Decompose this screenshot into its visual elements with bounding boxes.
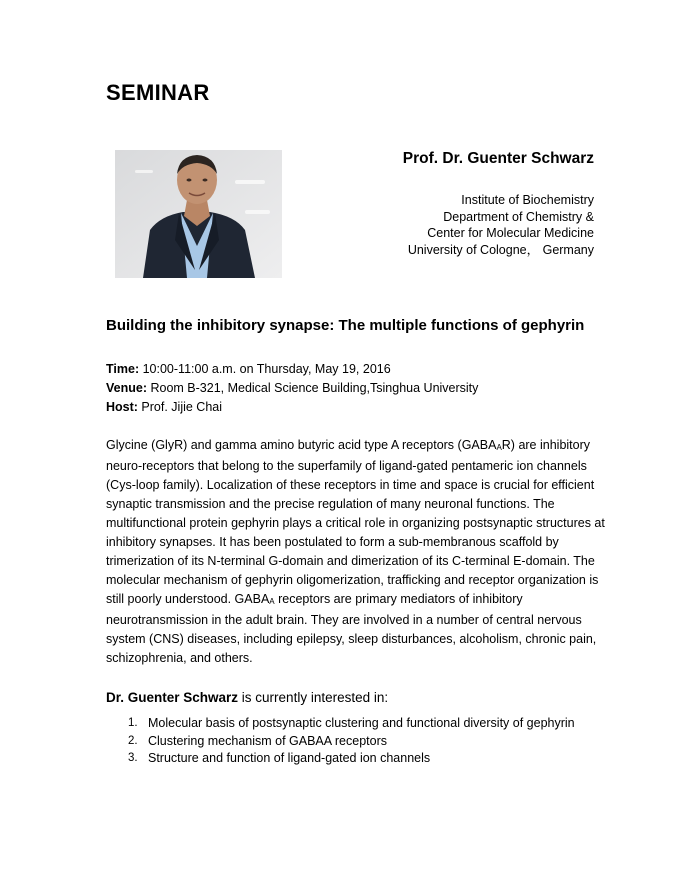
host-row [106, 398, 478, 417]
host-value: Prof. Jijie Chai [137, 400, 223, 414]
interests-intro [106, 690, 388, 705]
list-number: 3. [128, 752, 138, 764]
abstract-text: receptors are primary mediators of inhibitory neurotransmission in the adult brain. They are involved in a number of central nervous system (CNS) diseases, including epilepsy, sleep disturbances, alcoholism, chronic pain, schizophrenia, and others. [106, 592, 597, 665]
subscript: A [269, 597, 275, 606]
interests-list [128, 715, 598, 768]
speaker-affiliation [408, 192, 594, 258]
list-number: 2. [128, 734, 138, 747]
list-number: 1. [128, 717, 138, 729]
time-value: 10:00-11:00 a.m. on Thursday, May 19, 2016 [139, 362, 391, 376]
list-item [128, 715, 598, 732]
abstract-paragraph [106, 436, 606, 668]
speaker-name: Prof. Dr. Guenter Schwarz [402, 150, 594, 167]
list-item [128, 733, 598, 750]
abstract [106, 436, 606, 668]
subscript: A [496, 443, 502, 452]
time-label: Time: [106, 362, 140, 376]
host-label: Host: [106, 400, 138, 414]
time-row [106, 360, 478, 379]
affiliation-line: University of Cologne， Germany [407, 242, 594, 257]
speaker-photo [115, 150, 282, 278]
interests-intro-rest: is currently interested in: [238, 690, 389, 705]
venue-row [106, 379, 478, 398]
affiliation-line: Institute of Biochemistry [461, 193, 594, 207]
venue-value: Room B-321, Medical Science Building,Tsinghua University [147, 381, 479, 395]
talk-title: Building the inhibitory synapse: The multiple functions of gephyrin [106, 317, 585, 334]
affiliation-line: Center for Molecular Medicine [427, 226, 594, 240]
interests-intro-name: Dr. Guenter Schwarz [106, 690, 239, 705]
venue-label: Venue: [106, 381, 147, 395]
abstract-text: R) are inhibitory neuro-receptors that belong to the superfamily of ligand-gated pentameric ion channels (Cys-loop family). Localization of these receptors in time and space is crucial for efficient synaptic transmission and the precise regulation of many neuronal functions. The multifunctional protein gephyrin plays a critical role in organizing postsynaptic structures at inhibitory synapses. It has been postulated to form a sub-membranous scaffold by trimerization of its N-terminal G-domain and dimerization of its C-terminal E-domain. The molecular mechanism of gephyrin oligomerization, trafficking and receptor organization is still poorly understood. GABA [106, 438, 605, 606]
seminar-heading: SEMINAR [106, 80, 210, 105]
list-item-text: Clustering mechanism of GABAA receptors [148, 733, 387, 748]
list-item-text: Structure and function of ligand-gated ion channels [148, 751, 431, 765]
seminar-details [106, 360, 478, 417]
list-item [128, 750, 598, 767]
abstract-text: Glycine (GlyR) and gamma amino butyric acid type A receptors (GABA [106, 438, 497, 452]
list-item-text: Molecular basis of postsynaptic clustering and functional diversity of gephyrin [148, 716, 575, 730]
affiliation-line: Department of Chemistry & [443, 209, 594, 224]
